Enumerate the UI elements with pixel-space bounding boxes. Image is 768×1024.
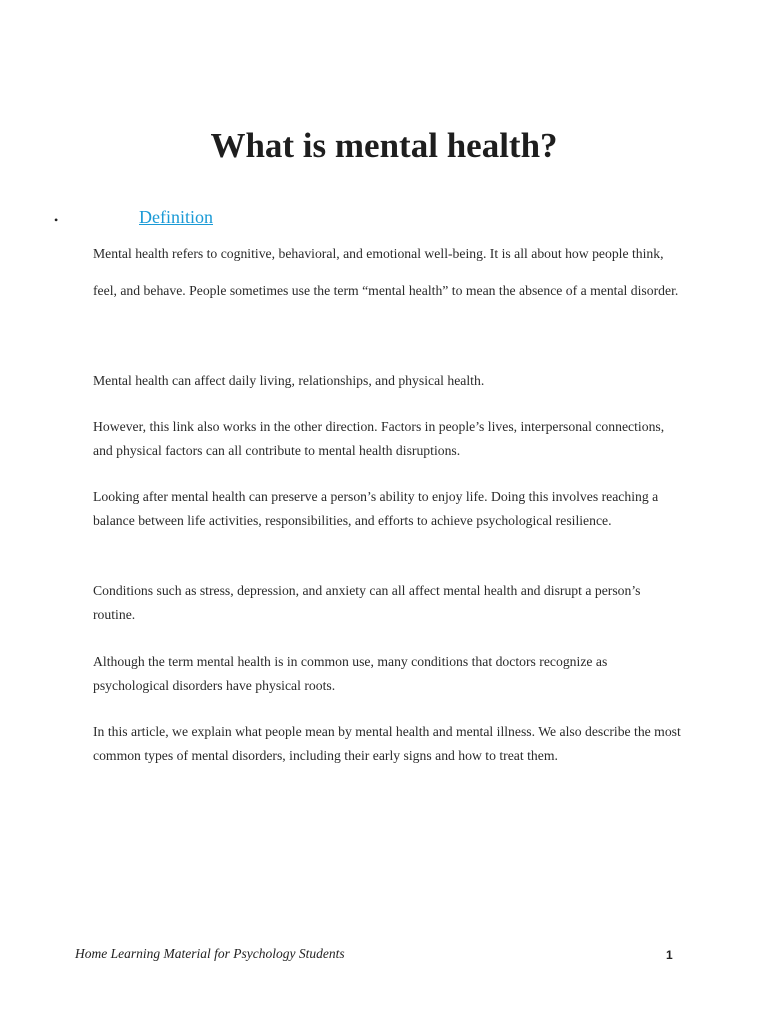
page-title: What is mental health?: [210, 126, 558, 165]
bullet-marker: •: [54, 213, 59, 227]
paragraph-2: Mental health can affect daily living, relationships, and physical health.: [93, 373, 485, 388]
paragraph-5: Conditions such as stress, depression, and anxiety can all affect mental health and disrupt a person’s routine.: [93, 583, 641, 622]
paragraph-1: Mental health refers to cognitive, behavioral, and emotional well-being. It is all about how people think, feel, and behave. People sometimes use the term “mental health” to mean the absence of a mental disorder.: [93, 246, 679, 298]
footer-text: Home Learning Material for Psychology Students: [75, 946, 345, 961]
paragraph-4: Looking after mental health can preserve a person’s ability to enjoy life. Doing this involves reaching a balance between life activities, responsibilities, and efforts to achieve psychological resilience.: [93, 489, 659, 528]
paragraph-7: In this article, we explain what people mean by mental health and mental illness. We also describe the most common types of mental disorders, including their early signs and how to treat them.: [93, 724, 681, 763]
paragraph-3: However, this link also works in the other direction. Factors in people’s lives, interpersonal connections, and physical factors can all contribute to mental health disruptions.: [93, 419, 665, 458]
paragraph-6: Although the term mental health is in common use, many conditions that doctors recognize as psychological disorders have physical roots.: [93, 654, 608, 693]
page-number: 1: [666, 948, 673, 962]
section-heading-definition[interactable]: Definition: [139, 207, 213, 227]
